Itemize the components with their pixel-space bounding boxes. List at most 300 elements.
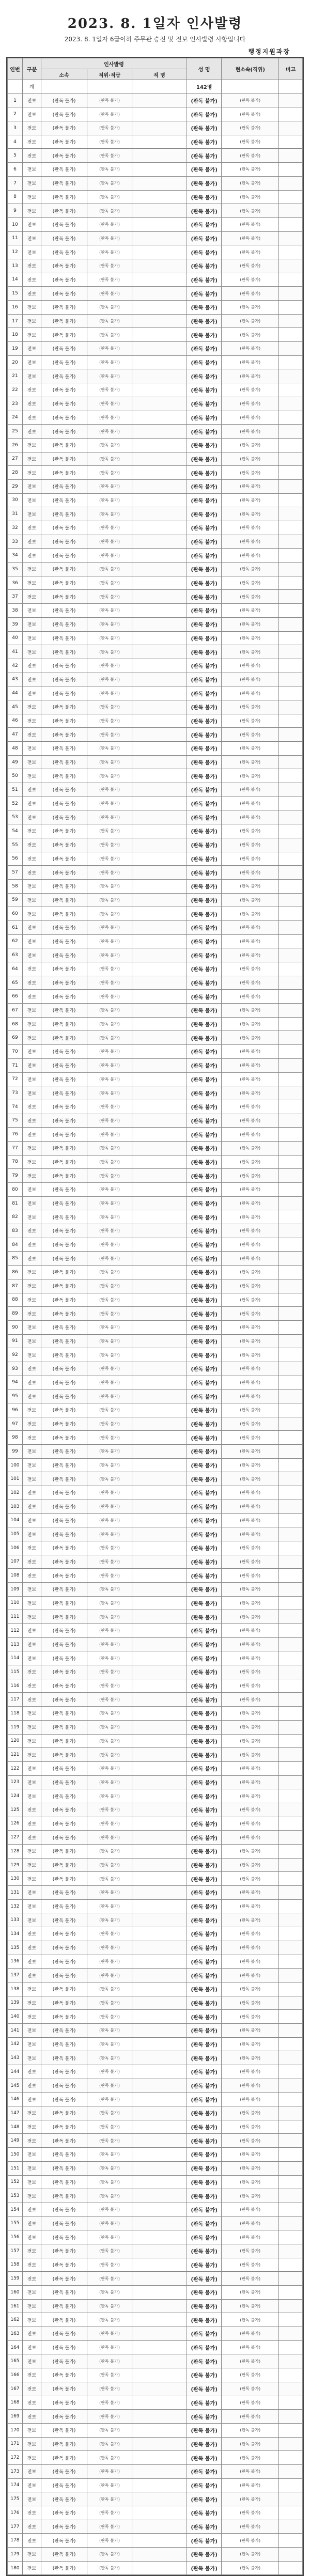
row-affiliation: (판독 불가) xyxy=(41,397,87,411)
row-previous: (판독 불가) xyxy=(222,452,279,466)
row-affiliation: (판독 불가) xyxy=(41,301,87,315)
row-remarks xyxy=(279,1596,303,1610)
row-category: 전보 xyxy=(22,2079,41,2093)
table-row xyxy=(8,1734,303,1748)
row-number: 67 xyxy=(8,1004,23,1018)
table-row xyxy=(8,259,303,273)
row-position xyxy=(132,2216,187,2230)
row-position xyxy=(132,2065,187,2079)
row-number: 145 xyxy=(8,2079,23,2093)
row-previous: (판독 불가) xyxy=(222,893,279,907)
row-previous: (판독 불가) xyxy=(222,1803,279,1817)
row-position xyxy=(132,2258,187,2272)
row-category: 전보 xyxy=(22,2286,41,2300)
row-name: (판독 불가) xyxy=(187,590,221,604)
row-category: 전보 xyxy=(22,631,41,645)
row-name: (판독 불가) xyxy=(187,507,221,521)
row-category: 전보 xyxy=(22,920,41,934)
row-rank: (판독 불가) xyxy=(87,1293,132,1307)
table-row xyxy=(8,1789,303,1803)
table-row xyxy=(8,190,303,204)
row-category: 전보 xyxy=(22,590,41,604)
row-category: 전보 xyxy=(22,1761,41,1775)
row-affiliation: (판독 불가) xyxy=(41,769,87,783)
row-position xyxy=(132,1527,187,1541)
table-row xyxy=(8,2175,303,2189)
row-rank: (판독 불가) xyxy=(87,1872,132,1886)
row-remarks xyxy=(279,2423,303,2437)
page-subtitle: 2023. 8. 1일자 6급이하 주무관 승진 및 전보 인사발령 사항입니다 xyxy=(64,35,246,43)
row-number: 105 xyxy=(8,1527,23,1541)
row-name: (판독 불가) xyxy=(187,1128,221,1142)
table-row xyxy=(8,2548,303,2562)
row-position xyxy=(132,1637,187,1651)
row-name: (판독 불가) xyxy=(187,1334,221,1348)
row-category: 전보 xyxy=(22,369,41,383)
row-number: 109 xyxy=(8,1582,23,1596)
row-number: 178 xyxy=(8,2534,23,2548)
row-previous: (판독 불가) xyxy=(222,314,279,328)
row-position xyxy=(132,1128,187,1142)
table-row xyxy=(8,700,303,714)
row-previous: (판독 불가) xyxy=(222,328,279,342)
row-rank: (판독 불가) xyxy=(87,783,132,797)
row-category: 전보 xyxy=(22,990,41,1004)
row-category: 전보 xyxy=(22,342,41,356)
row-rank: (판독 불가) xyxy=(87,2561,132,2575)
row-previous: (판독 불가) xyxy=(222,1031,279,1045)
row-number: 128 xyxy=(8,1845,23,1859)
row-name: (판독 불가) xyxy=(187,838,221,852)
table-row xyxy=(8,563,303,576)
row-category: 전보 xyxy=(22,1596,41,1610)
row-number: 152 xyxy=(8,2175,23,2189)
row-rank: (판독 불가) xyxy=(87,1183,132,1197)
row-previous: (판독 불가) xyxy=(222,617,279,631)
row-previous: (판독 불가) xyxy=(222,1845,279,1859)
row-number: 57 xyxy=(8,866,23,880)
row-remarks xyxy=(279,1031,303,1045)
row-number: 134 xyxy=(8,1927,23,1941)
row-name: (판독 불가) xyxy=(187,810,221,824)
row-position xyxy=(132,1665,187,1679)
row-number: 166 xyxy=(8,2368,23,2382)
row-previous: (판독 불가) xyxy=(222,2203,279,2216)
row-number: 160 xyxy=(8,2286,23,2300)
row-category: 전보 xyxy=(22,2106,41,2120)
row-affiliation: (판독 불가) xyxy=(41,1610,87,1624)
row-previous: (판독 불가) xyxy=(222,631,279,645)
row-name: (판독 불가) xyxy=(187,2437,221,2451)
row-affiliation: (판독 불가) xyxy=(41,714,87,728)
row-category: 전보 xyxy=(22,1679,41,1693)
row-name: (판독 불가) xyxy=(187,176,221,190)
row-remarks xyxy=(279,342,303,356)
row-remarks xyxy=(279,2464,303,2478)
table-row xyxy=(8,1886,303,1900)
row-rank: (판독 불가) xyxy=(87,217,132,231)
table-row xyxy=(8,1390,303,1403)
row-name: (판독 불가) xyxy=(187,2534,221,2548)
row-remarks xyxy=(279,1761,303,1775)
row-category: 전보 xyxy=(22,769,41,783)
row-rank: (판독 불가) xyxy=(87,2534,132,2548)
row-affiliation: (판독 불가) xyxy=(41,617,87,631)
row-category: 전보 xyxy=(22,1845,41,1859)
row-remarks xyxy=(279,1955,303,1969)
row-previous: (판독 불가) xyxy=(222,783,279,797)
row-name: (판독 불가) xyxy=(187,2327,221,2341)
row-number: 162 xyxy=(8,2313,23,2327)
row-name: (판독 불가) xyxy=(187,2258,221,2272)
row-number: 25 xyxy=(8,425,23,439)
row-position xyxy=(132,1114,187,1128)
table-row xyxy=(8,1610,303,1624)
row-affiliation: (판독 불가) xyxy=(41,1224,87,1238)
row-remarks xyxy=(279,1183,303,1197)
row-previous: (판독 불가) xyxy=(222,1210,279,1224)
row-number: 38 xyxy=(8,604,23,618)
row-position xyxy=(132,1817,187,1831)
row-number: 170 xyxy=(8,2423,23,2437)
table-row xyxy=(8,907,303,921)
row-affiliation: (판독 불가) xyxy=(41,535,87,549)
row-rank: (판독 불가) xyxy=(87,1307,132,1321)
row-position xyxy=(132,1334,187,1348)
row-remarks xyxy=(279,2396,303,2410)
row-previous: (판독 불가) xyxy=(222,797,279,810)
row-position xyxy=(132,479,187,493)
row-previous: (판독 불가) xyxy=(222,2506,279,2520)
row-position xyxy=(132,700,187,714)
row-number: 161 xyxy=(8,2299,23,2313)
row-affiliation: (판독 불가) xyxy=(41,2175,87,2189)
row-category: 전보 xyxy=(22,425,41,439)
row-name: (판독 불가) xyxy=(187,879,221,893)
row-name: (판독 불가) xyxy=(187,2106,221,2120)
row-category: 전보 xyxy=(22,2534,41,2548)
row-remarks xyxy=(279,1803,303,1817)
row-remarks xyxy=(279,907,303,921)
row-number: 121 xyxy=(8,1748,23,1762)
row-name: (판독 불가) xyxy=(187,2396,221,2410)
row-previous: (판독 불가) xyxy=(222,535,279,549)
row-position xyxy=(132,617,187,631)
row-category: 전보 xyxy=(22,2368,41,2382)
row-name: (판독 불가) xyxy=(187,1100,221,1114)
row-category: 전보 xyxy=(22,1445,41,1459)
row-number: 18 xyxy=(8,328,23,342)
row-affiliation: (판독 불가) xyxy=(41,1693,87,1707)
row-number: 64 xyxy=(8,962,23,976)
row-previous: (판독 불가) xyxy=(222,107,279,121)
row-rank: (판독 불가) xyxy=(87,2203,132,2216)
row-name: (판독 불가) xyxy=(187,2065,221,2079)
row-affiliation: (판독 불가) xyxy=(41,576,87,590)
row-previous: (판독 불가) xyxy=(222,920,279,934)
row-number: 44 xyxy=(8,686,23,700)
row-name: (판독 불가) xyxy=(187,824,221,838)
row-number: 129 xyxy=(8,1858,23,1872)
row-rank: (판독 불가) xyxy=(87,879,132,893)
table-row xyxy=(8,2093,303,2106)
row-number: 71 xyxy=(8,1058,23,1072)
row-affiliation: (판독 불가) xyxy=(41,1486,87,1500)
row-position xyxy=(132,121,187,135)
row-number: 95 xyxy=(8,1390,23,1403)
row-remarks xyxy=(279,1486,303,1500)
row-number: 43 xyxy=(8,673,23,686)
row-affiliation: (판독 불가) xyxy=(41,493,87,507)
row-rank: (판독 불가) xyxy=(87,163,132,177)
row-position xyxy=(132,907,187,921)
row-position xyxy=(132,2120,187,2134)
row-affiliation: (판독 불가) xyxy=(41,1541,87,1555)
row-remarks xyxy=(279,2354,303,2368)
row-rank: (판독 불가) xyxy=(87,686,132,700)
row-position xyxy=(132,1058,187,1072)
row-previous: (판독 불가) xyxy=(222,2410,279,2424)
row-rank: (판독 불가) xyxy=(87,1362,132,1376)
row-rank: (판독 불가) xyxy=(87,1141,132,1155)
row-category: 전보 xyxy=(22,2548,41,2562)
row-position xyxy=(132,2230,187,2244)
table-row xyxy=(8,369,303,383)
row-affiliation: (판독 불가) xyxy=(41,2327,87,2341)
row-position xyxy=(132,1899,187,1913)
table-row xyxy=(8,2106,303,2120)
row-position xyxy=(132,1982,187,1996)
row-number: 46 xyxy=(8,714,23,728)
row-remarks xyxy=(279,1072,303,1086)
row-name: (판독 불가) xyxy=(187,245,221,259)
row-remarks xyxy=(279,1665,303,1679)
row-rank: (판독 불가) xyxy=(87,1252,132,1266)
row-category: 전보 xyxy=(22,1913,41,1927)
table-row xyxy=(8,2423,303,2437)
table-row xyxy=(8,1045,303,1059)
row-category: 전보 xyxy=(22,2327,41,2341)
table-row xyxy=(8,590,303,604)
row-position xyxy=(132,1513,187,1527)
row-name: (판독 불가) xyxy=(187,1858,221,1872)
row-remarks xyxy=(279,2244,303,2258)
row-category: 전보 xyxy=(22,755,41,769)
row-position xyxy=(132,521,187,535)
row-remarks xyxy=(279,1941,303,1955)
table-row xyxy=(8,852,303,866)
row-remarks xyxy=(279,1252,303,1266)
row-rank: (판독 불가) xyxy=(87,2134,132,2148)
row-name: (판독 불가) xyxy=(187,1527,221,1541)
row-affiliation: (판독 불가) xyxy=(41,1141,87,1155)
row-category: 전보 xyxy=(22,493,41,507)
row-affiliation: (판독 불가) xyxy=(41,866,87,880)
row-number: 79 xyxy=(8,1169,23,1183)
table-row xyxy=(8,135,303,149)
col-header-previous: 현소속(직위) xyxy=(222,58,279,80)
row-previous: (판독 불가) xyxy=(222,879,279,893)
row-category: 전보 xyxy=(22,328,41,342)
row-name: (판독 불가) xyxy=(187,1031,221,1045)
row-remarks xyxy=(279,2272,303,2286)
row-remarks xyxy=(279,231,303,245)
row-name: (판독 불가) xyxy=(187,1610,221,1624)
row-previous: (판독 불가) xyxy=(222,2520,279,2534)
row-category: 전보 xyxy=(22,535,41,549)
summary-affiliation xyxy=(41,80,87,94)
row-name: (판독 불가) xyxy=(187,2561,221,2575)
row-remarks xyxy=(279,852,303,866)
row-number: 154 xyxy=(8,2203,23,2216)
table-row xyxy=(8,2148,303,2162)
row-affiliation: (판독 불가) xyxy=(41,287,87,301)
table-row xyxy=(8,2272,303,2286)
row-remarks xyxy=(279,287,303,301)
table-row xyxy=(8,452,303,466)
row-number: 93 xyxy=(8,1362,23,1376)
row-affiliation: (판독 불가) xyxy=(41,1941,87,1955)
row-remarks xyxy=(279,397,303,411)
row-rank: (판독 불가) xyxy=(87,1831,132,1845)
row-number: 3 xyxy=(8,121,23,135)
table-row xyxy=(8,1086,303,1100)
row-previous: (판독 불가) xyxy=(222,383,279,397)
row-affiliation: (판독 불가) xyxy=(41,1748,87,1762)
row-affiliation: (판독 불가) xyxy=(41,659,87,673)
row-category: 전보 xyxy=(22,2451,41,2465)
row-position xyxy=(132,1307,187,1321)
row-previous: (판독 불가) xyxy=(222,149,279,163)
row-position xyxy=(132,990,187,1004)
row-position xyxy=(132,2148,187,2162)
row-number: 165 xyxy=(8,2354,23,2368)
row-affiliation: (판독 불가) xyxy=(41,2451,87,2465)
row-position xyxy=(132,1803,187,1817)
table-row xyxy=(8,2258,303,2272)
row-affiliation: (판독 불가) xyxy=(41,1582,87,1596)
row-rank: (판독 불가) xyxy=(87,1169,132,1183)
row-affiliation: (판독 불가) xyxy=(41,2548,87,2562)
row-category: 전보 xyxy=(22,1472,41,1486)
row-category: 전보 xyxy=(22,2382,41,2396)
row-number: 81 xyxy=(8,1196,23,1210)
row-name: (판독 불가) xyxy=(187,1817,221,1831)
row-number: 34 xyxy=(8,549,23,563)
table-row xyxy=(8,1913,303,1927)
row-rank: (판독 불가) xyxy=(87,383,132,397)
row-category: 전보 xyxy=(22,2299,41,2313)
row-previous: (판독 불가) xyxy=(222,1072,279,1086)
row-affiliation: (판독 불가) xyxy=(41,1527,87,1541)
row-name: (판독 불가) xyxy=(187,1238,221,1252)
row-remarks xyxy=(279,2506,303,2520)
row-position xyxy=(132,1224,187,1238)
row-remarks xyxy=(279,479,303,493)
table-row xyxy=(8,287,303,301)
row-affiliation: (판독 불가) xyxy=(41,1252,87,1266)
row-previous: (판독 불가) xyxy=(222,2561,279,2575)
row-remarks xyxy=(279,1017,303,1031)
table-row xyxy=(8,1555,303,1569)
row-name: (판독 불가) xyxy=(187,2148,221,2162)
row-category: 전보 xyxy=(22,314,41,328)
row-previous: (판독 불가) xyxy=(222,1114,279,1128)
row-position xyxy=(132,1348,187,1362)
row-name: (판독 불가) xyxy=(187,948,221,962)
row-affiliation: (판독 불가) xyxy=(41,990,87,1004)
row-position xyxy=(132,1555,187,1569)
row-category: 전보 xyxy=(22,1996,41,2010)
row-category: 전보 xyxy=(22,2203,41,2216)
row-affiliation: (판독 불가) xyxy=(41,590,87,604)
row-name: (판독 불가) xyxy=(187,1072,221,1086)
row-affiliation: (판독 불가) xyxy=(41,1100,87,1114)
row-previous: (판독 불가) xyxy=(222,1155,279,1169)
row-remarks xyxy=(279,1637,303,1651)
row-affiliation: (판독 불가) xyxy=(41,2286,87,2300)
row-category: 전보 xyxy=(22,1224,41,1238)
row-rank: (판독 불가) xyxy=(87,1017,132,1031)
row-remarks xyxy=(279,135,303,149)
row-name: (판독 불가) xyxy=(187,204,221,218)
row-name: (판독 불가) xyxy=(187,1169,221,1183)
row-previous: (판독 불가) xyxy=(222,1238,279,1252)
row-position xyxy=(132,245,187,259)
row-name: (판독 불가) xyxy=(187,273,221,287)
row-remarks xyxy=(279,2520,303,2534)
row-category: 전보 xyxy=(22,1969,41,1982)
row-number: 163 xyxy=(8,2327,23,2341)
row-name: (판독 불가) xyxy=(187,1320,221,1334)
row-number: 56 xyxy=(8,852,23,866)
row-position xyxy=(132,1169,187,1183)
row-remarks xyxy=(279,728,303,742)
row-affiliation: (판독 불가) xyxy=(41,604,87,618)
table-row xyxy=(8,824,303,838)
table-row xyxy=(8,1169,303,1183)
row-rank: (판독 불가) xyxy=(87,673,132,686)
table-row xyxy=(8,1665,303,1679)
row-number: 39 xyxy=(8,617,23,631)
table-row xyxy=(8,1266,303,1279)
table-row xyxy=(8,1376,303,1390)
row-number: 82 xyxy=(8,1210,23,1224)
table-row xyxy=(8,990,303,1004)
row-name: (판독 불가) xyxy=(187,1004,221,1018)
row-affiliation: (판독 불가) xyxy=(41,2189,87,2203)
table-row xyxy=(8,1596,303,1610)
row-name: (판독 불가) xyxy=(187,314,221,328)
row-name: (판독 불가) xyxy=(187,1348,221,1362)
row-name: (판독 불가) xyxy=(187,397,221,411)
row-rank: (판독 불가) xyxy=(87,2010,132,2024)
row-category: 전보 xyxy=(22,879,41,893)
row-category: 전보 xyxy=(22,2037,41,2051)
row-rank: (판독 불가) xyxy=(87,852,132,866)
row-name: (판독 불가) xyxy=(187,920,221,934)
row-name: (판독 불가) xyxy=(187,2478,221,2492)
table-row xyxy=(8,217,303,231)
row-rank: (판독 불가) xyxy=(87,976,132,990)
row-number: 63 xyxy=(8,948,23,962)
row-number: 118 xyxy=(8,1707,23,1721)
table-row xyxy=(8,1403,303,1417)
row-remarks xyxy=(279,962,303,976)
row-rank: (판독 불가) xyxy=(87,1472,132,1486)
row-rank: (판독 불가) xyxy=(87,135,132,149)
row-position xyxy=(132,1196,187,1210)
